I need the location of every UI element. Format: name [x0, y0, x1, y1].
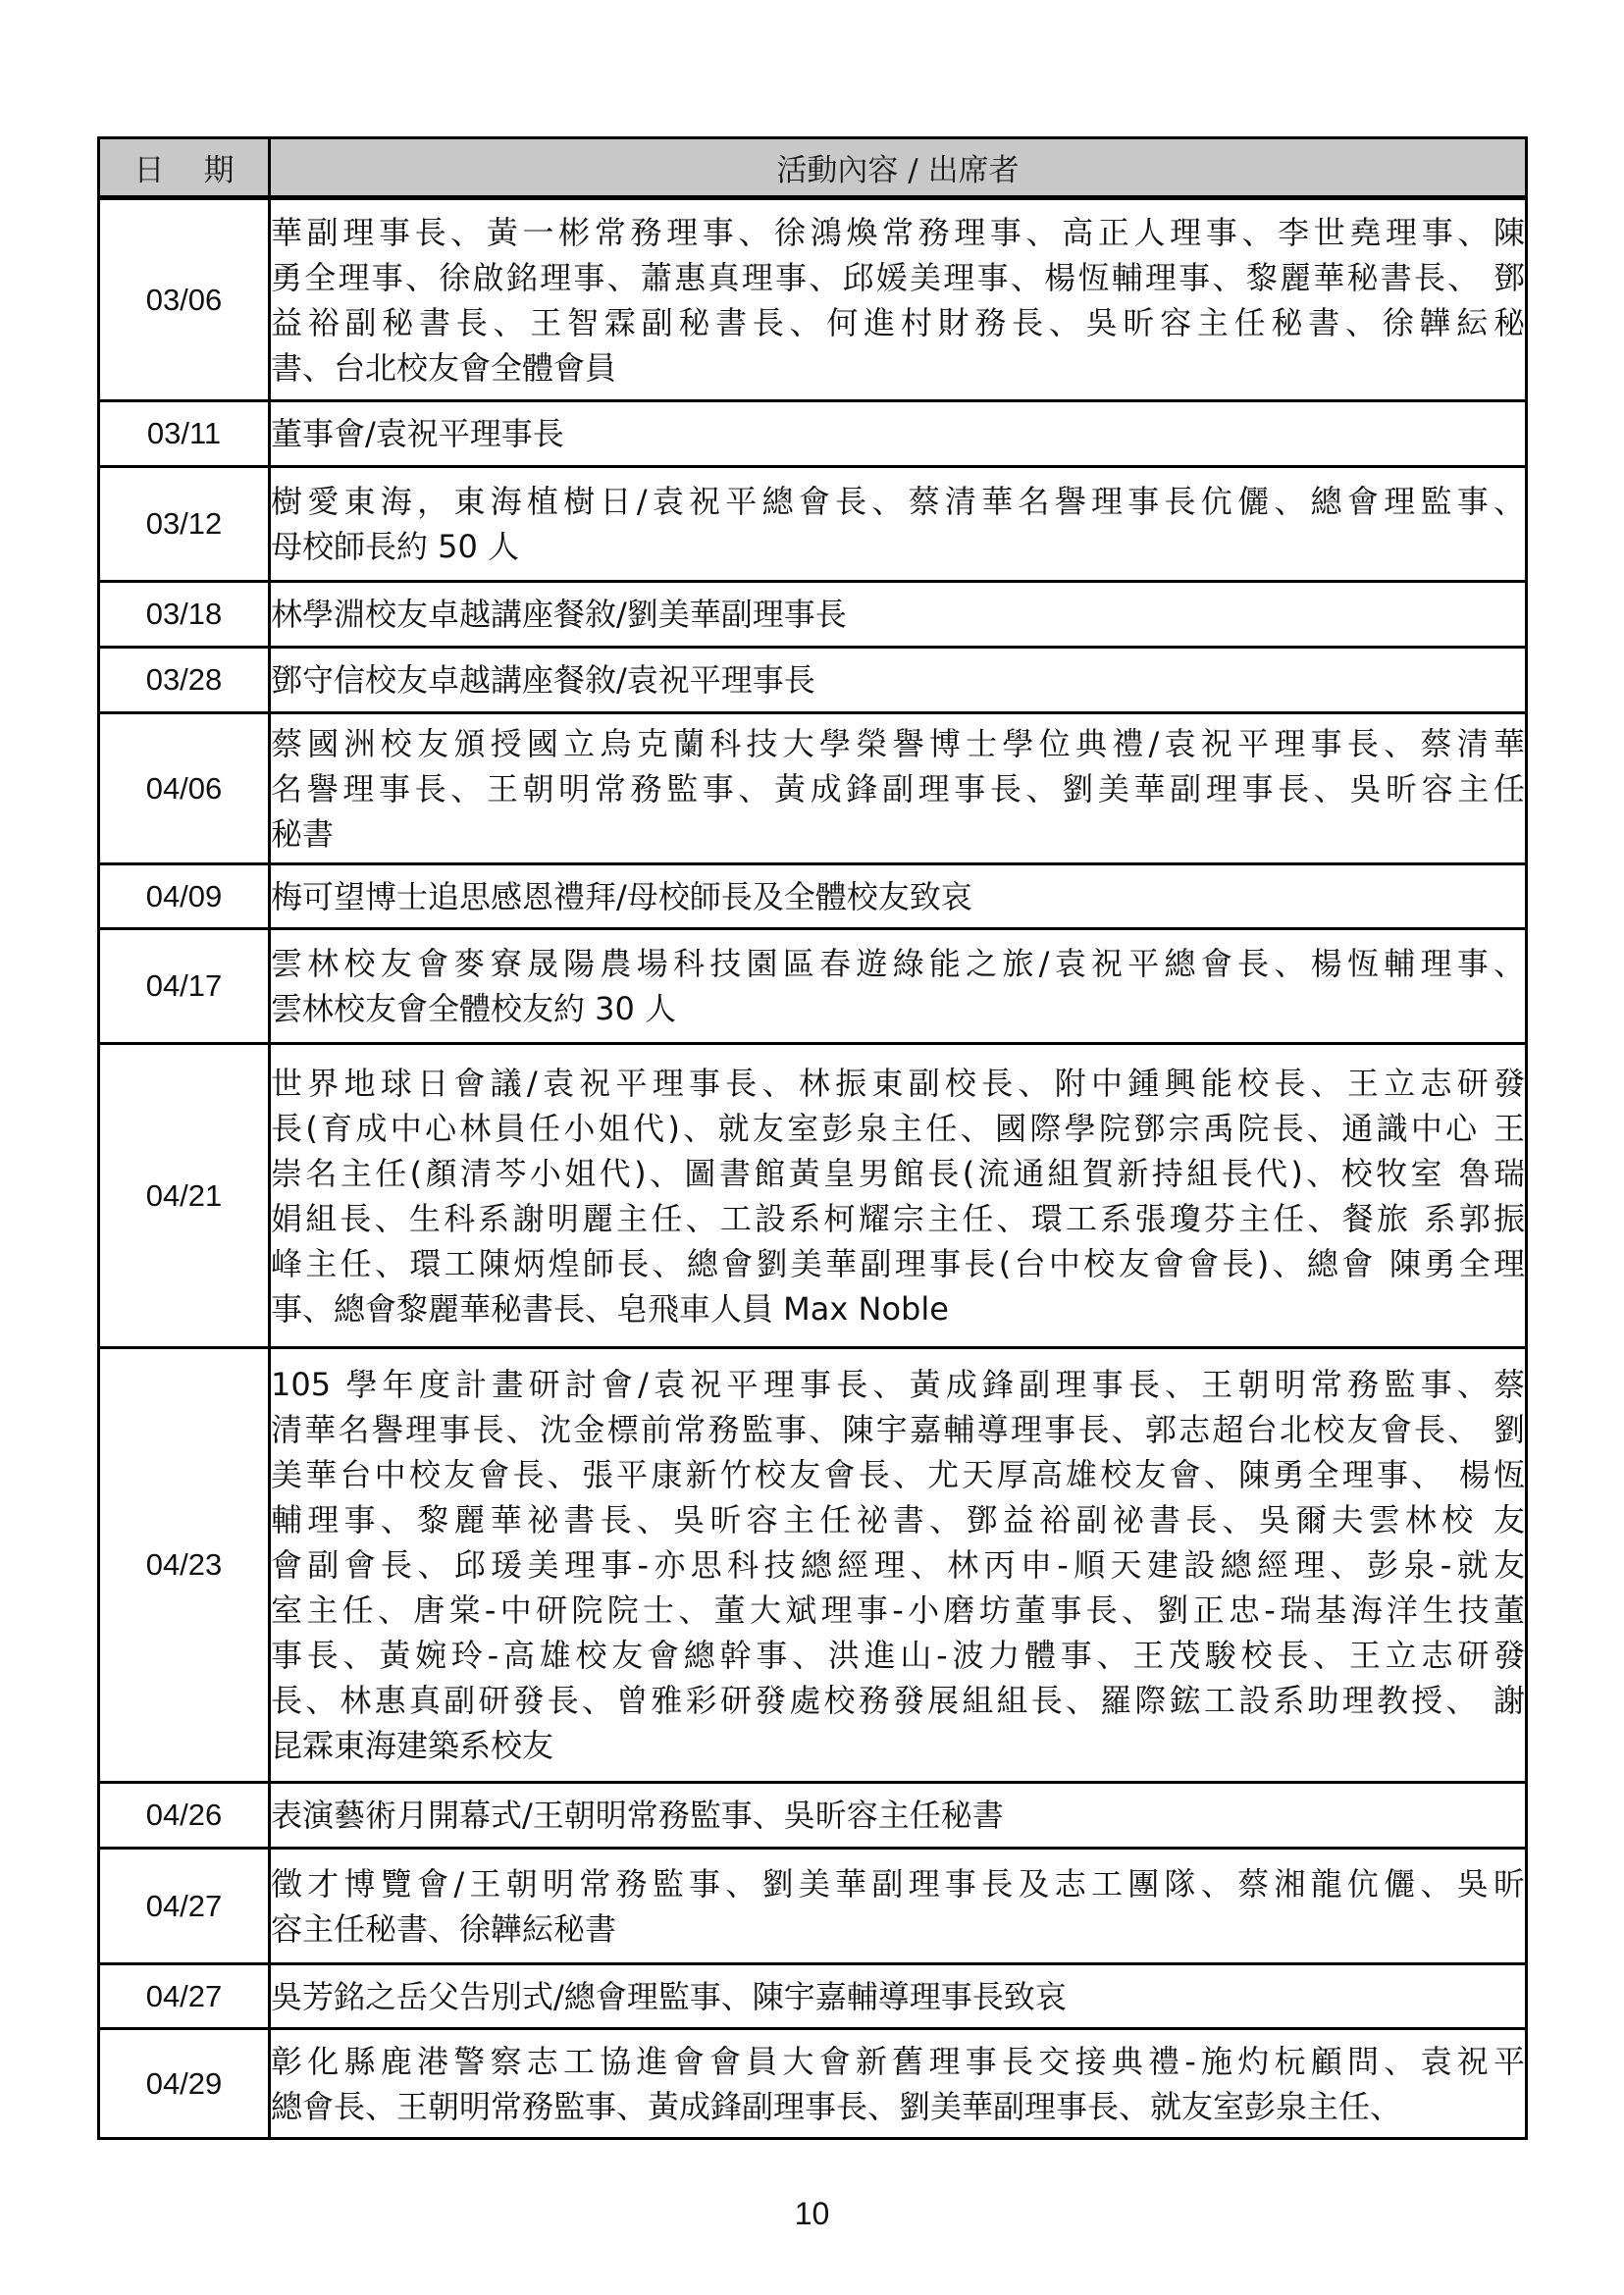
activity-text-line: 長、林惠真副研發長、曾雅彩研發處校務發展組組長、羅際鋐工設系助理教授、 謝 [271, 1682, 1525, 1719]
date-header-char: 期 [203, 153, 235, 188]
activity-text-line: 崇名主任(顏清芩小姐代)、圖書館黃皇男館長(流通組賀新持組長代)、校牧室 魯瑞 [271, 1154, 1525, 1192]
activity-text-line: 會副會長、邱瑗美理事-亦思科技總經理、林丙申-順天建設總經理、彭泉-就友 [271, 1546, 1525, 1584]
table-row [99, 467, 1527, 582]
date-cell: 04/29 [99, 2029, 270, 2139]
table-row [99, 1783, 1527, 1849]
table-body [99, 198, 1527, 2139]
activity-content-cell [270, 1044, 1527, 1348]
date-cell: 04/09 [99, 864, 270, 929]
date-cell: 04/23 [99, 1348, 270, 1783]
date-cell: 03/11 [99, 401, 270, 467]
date-header-char: 日 [133, 153, 165, 188]
activity-text-line: 雲林校友會全體校友約 30 人 [271, 990, 677, 1027]
activity-text-line: 容主任秘書、徐韡紜秘書 [271, 1909, 617, 1948]
table-row [99, 864, 1527, 929]
date-cell: 03/18 [99, 582, 270, 648]
activity-content-cell [270, 1849, 1527, 1964]
date-cell: 04/27 [99, 1964, 270, 2029]
date-column-header [99, 138, 270, 198]
activity-content-cell [270, 1964, 1527, 2029]
activity-text-line: 華副理事長、黃一彬常務理事、徐鴻煥常務理事、高正人理事、李世堯理事、陳 [271, 213, 1525, 251]
table-row [99, 648, 1527, 713]
table-row [99, 713, 1527, 864]
activity-text-line: 母校師長約 50 人 [271, 528, 520, 565]
activity-text-line: 娟組長、生科系謝明麗主任、工設系柯耀宗主任、環工系張瓊芬主任、餐旅 系郭振 [271, 1199, 1525, 1237]
date-cell: 04/17 [99, 929, 270, 1044]
activity-content-cell [270, 1348, 1527, 1783]
activity-text-line: 蔡國洲校友頒授國立烏克蘭科技大學榮譽博士學位典禮/袁祝平理事長、蔡清華 [271, 724, 1525, 762]
table-row [99, 2029, 1527, 2139]
activity-content-cell [270, 401, 1527, 467]
content-column-header: 活動內容 / 出席者 [270, 138, 1527, 198]
activity-text-line: 世界地球日會議/袁祝平理事長、林振東副校長、附中鍾興能校長、王立志研發 [271, 1064, 1525, 1102]
table-row [99, 929, 1527, 1044]
activity-content-cell [270, 1783, 1527, 1849]
table-header-row [99, 138, 1527, 198]
activity-text-line: 峰主任、環工陳炳煌師長、總會劉美華副理事長(台中校友會會長)、總會 陳勇全理 [271, 1244, 1525, 1282]
activity-text-line: 林學淵校友卓越講座餐敘/劉美華副理事長 [271, 596, 847, 633]
activity-text-line: 表演藝術月開幕式/王朝明常務監事、吳昕容主任秘書 [271, 1797, 1004, 1834]
table-row [99, 401, 1527, 467]
date-cell: 03/12 [99, 467, 270, 582]
activity-text-line: 總會長、王朝明常務監事、黃成鋒副理事長、劉美華副理事長、就友室彭泉主任、 [271, 2087, 1402, 2125]
activity-content-cell [270, 198, 1527, 401]
activity-text-line: 雲林校友會麥寮晟陽農場科技園區春遊綠能之旅/袁祝平總會長、楊恆輔理事、 [271, 945, 1525, 982]
table-row [99, 198, 1527, 401]
table-row [99, 1348, 1527, 1783]
activity-text-line: 室主任、唐棠-中研院院士、董大斌理事-小磨坊董事長、劉正忠-瑞基海洋生技董 [271, 1591, 1525, 1629]
activity-text-line: 昆霖東海建築系校友 [271, 1727, 554, 1764]
activity-text-line: 美華台中校友會長、張平康新竹校友會長、尤天厚高雄校友會、陳勇全理事、 楊恆 [271, 1456, 1525, 1493]
activity-text-line: 梅可望博士追思感恩禮拜/母校師長及全體校友致哀 [271, 877, 972, 915]
activity-content-cell [270, 2029, 1527, 2139]
table-row [99, 582, 1527, 648]
activity-text-line: 事長、黃婉玲-高雄校友會總幹事、洪進山-波力體事、王茂駿校長、王立志研發 [271, 1637, 1525, 1674]
activity-text-line: 清華名譽理事長、沈金標前常務監事、陳宇嘉輔導理事長、郭志超台北校友會長、 劉 [271, 1411, 1525, 1448]
activity-content-cell [270, 467, 1527, 582]
activity-text-line: 勇全理事、徐啟銘理事、蕭惠真理事、邱媛美理事、楊恆輔理事、黎麗華秘書長、 鄧 [271, 258, 1525, 296]
date-cell: 04/21 [99, 1044, 270, 1348]
activity-text-line: 長(育成中心林員任小姐代)、就友室彭泉主任、國際學院鄧宗禹院長、通識中心 王 [271, 1109, 1525, 1147]
activity-content-cell [270, 713, 1527, 864]
activity-text-line: 樹愛東海，東海植樹日/袁祝平總會長、蔡清華名譽理事長伉儷、總會理監事、 [271, 483, 1525, 520]
date-cell: 04/26 [99, 1783, 270, 1849]
activity-text-line: 董事會/袁祝平理事長 [271, 415, 564, 452]
activity-text-line: 徵才博覽會/王朝明常務監事、劉美華副理事長及志工團隊、蔡湘龍伉儷、吳昕 [271, 1864, 1525, 1903]
table-row [99, 1044, 1527, 1348]
activity-text-line: 事、總會黎麗華秘書長、皂飛車人員 Max Noble [271, 1289, 949, 1328]
activity-content-cell [270, 929, 1527, 1044]
table-row [99, 1849, 1527, 1964]
activity-text-line: 書、台北校友會全體會員 [271, 348, 617, 387]
date-cell: 03/28 [99, 648, 270, 713]
activity-text-line: 彰化縣鹿港警察志工協進會會員大會新舊理事長交接典禮-施灼杬顧問、袁祝平 [271, 2042, 1525, 2080]
activity-text-line: 名譽理事長、王朝明常務監事、黃成鋒副理事長、劉美華副理事長、吳昕容主任 [271, 769, 1525, 808]
activity-text-line: 鄧守信校友卓越講座餐敘/袁祝平理事長 [271, 661, 815, 699]
activity-table [97, 136, 1528, 2140]
activity-content-cell [270, 582, 1527, 648]
activity-text-line: 吳芳銘之岳父告別式/總會理監事、陳宇嘉輔導理事長致哀 [271, 1977, 1067, 2015]
activity-content-cell [270, 864, 1527, 929]
page-number: 10 [794, 2196, 830, 2231]
date-cell: 03/06 [99, 198, 270, 401]
date-cell: 04/06 [99, 713, 270, 864]
activity-text-line: 輔理事、黎麗華祕書長、吳昕容主任祕書、鄧益裕副祕書長、吳爾夫雲林校 友 [271, 1501, 1525, 1539]
table-row [99, 1964, 1527, 2029]
activity-text-line: 秘書 [271, 814, 335, 853]
activity-text-line: 105 學年度計畫研討會/袁祝平理事長、黃成鋒副理事長、王朝明常務監事、蔡 [271, 1366, 1525, 1403]
activity-content-cell [270, 648, 1527, 713]
date-cell: 04/27 [99, 1849, 270, 1964]
activity-text-line: 益裕副秘書長、王智霖副秘書長、何進村財務長、吳昕容主任秘書、徐韡紜秘 [271, 303, 1525, 341]
